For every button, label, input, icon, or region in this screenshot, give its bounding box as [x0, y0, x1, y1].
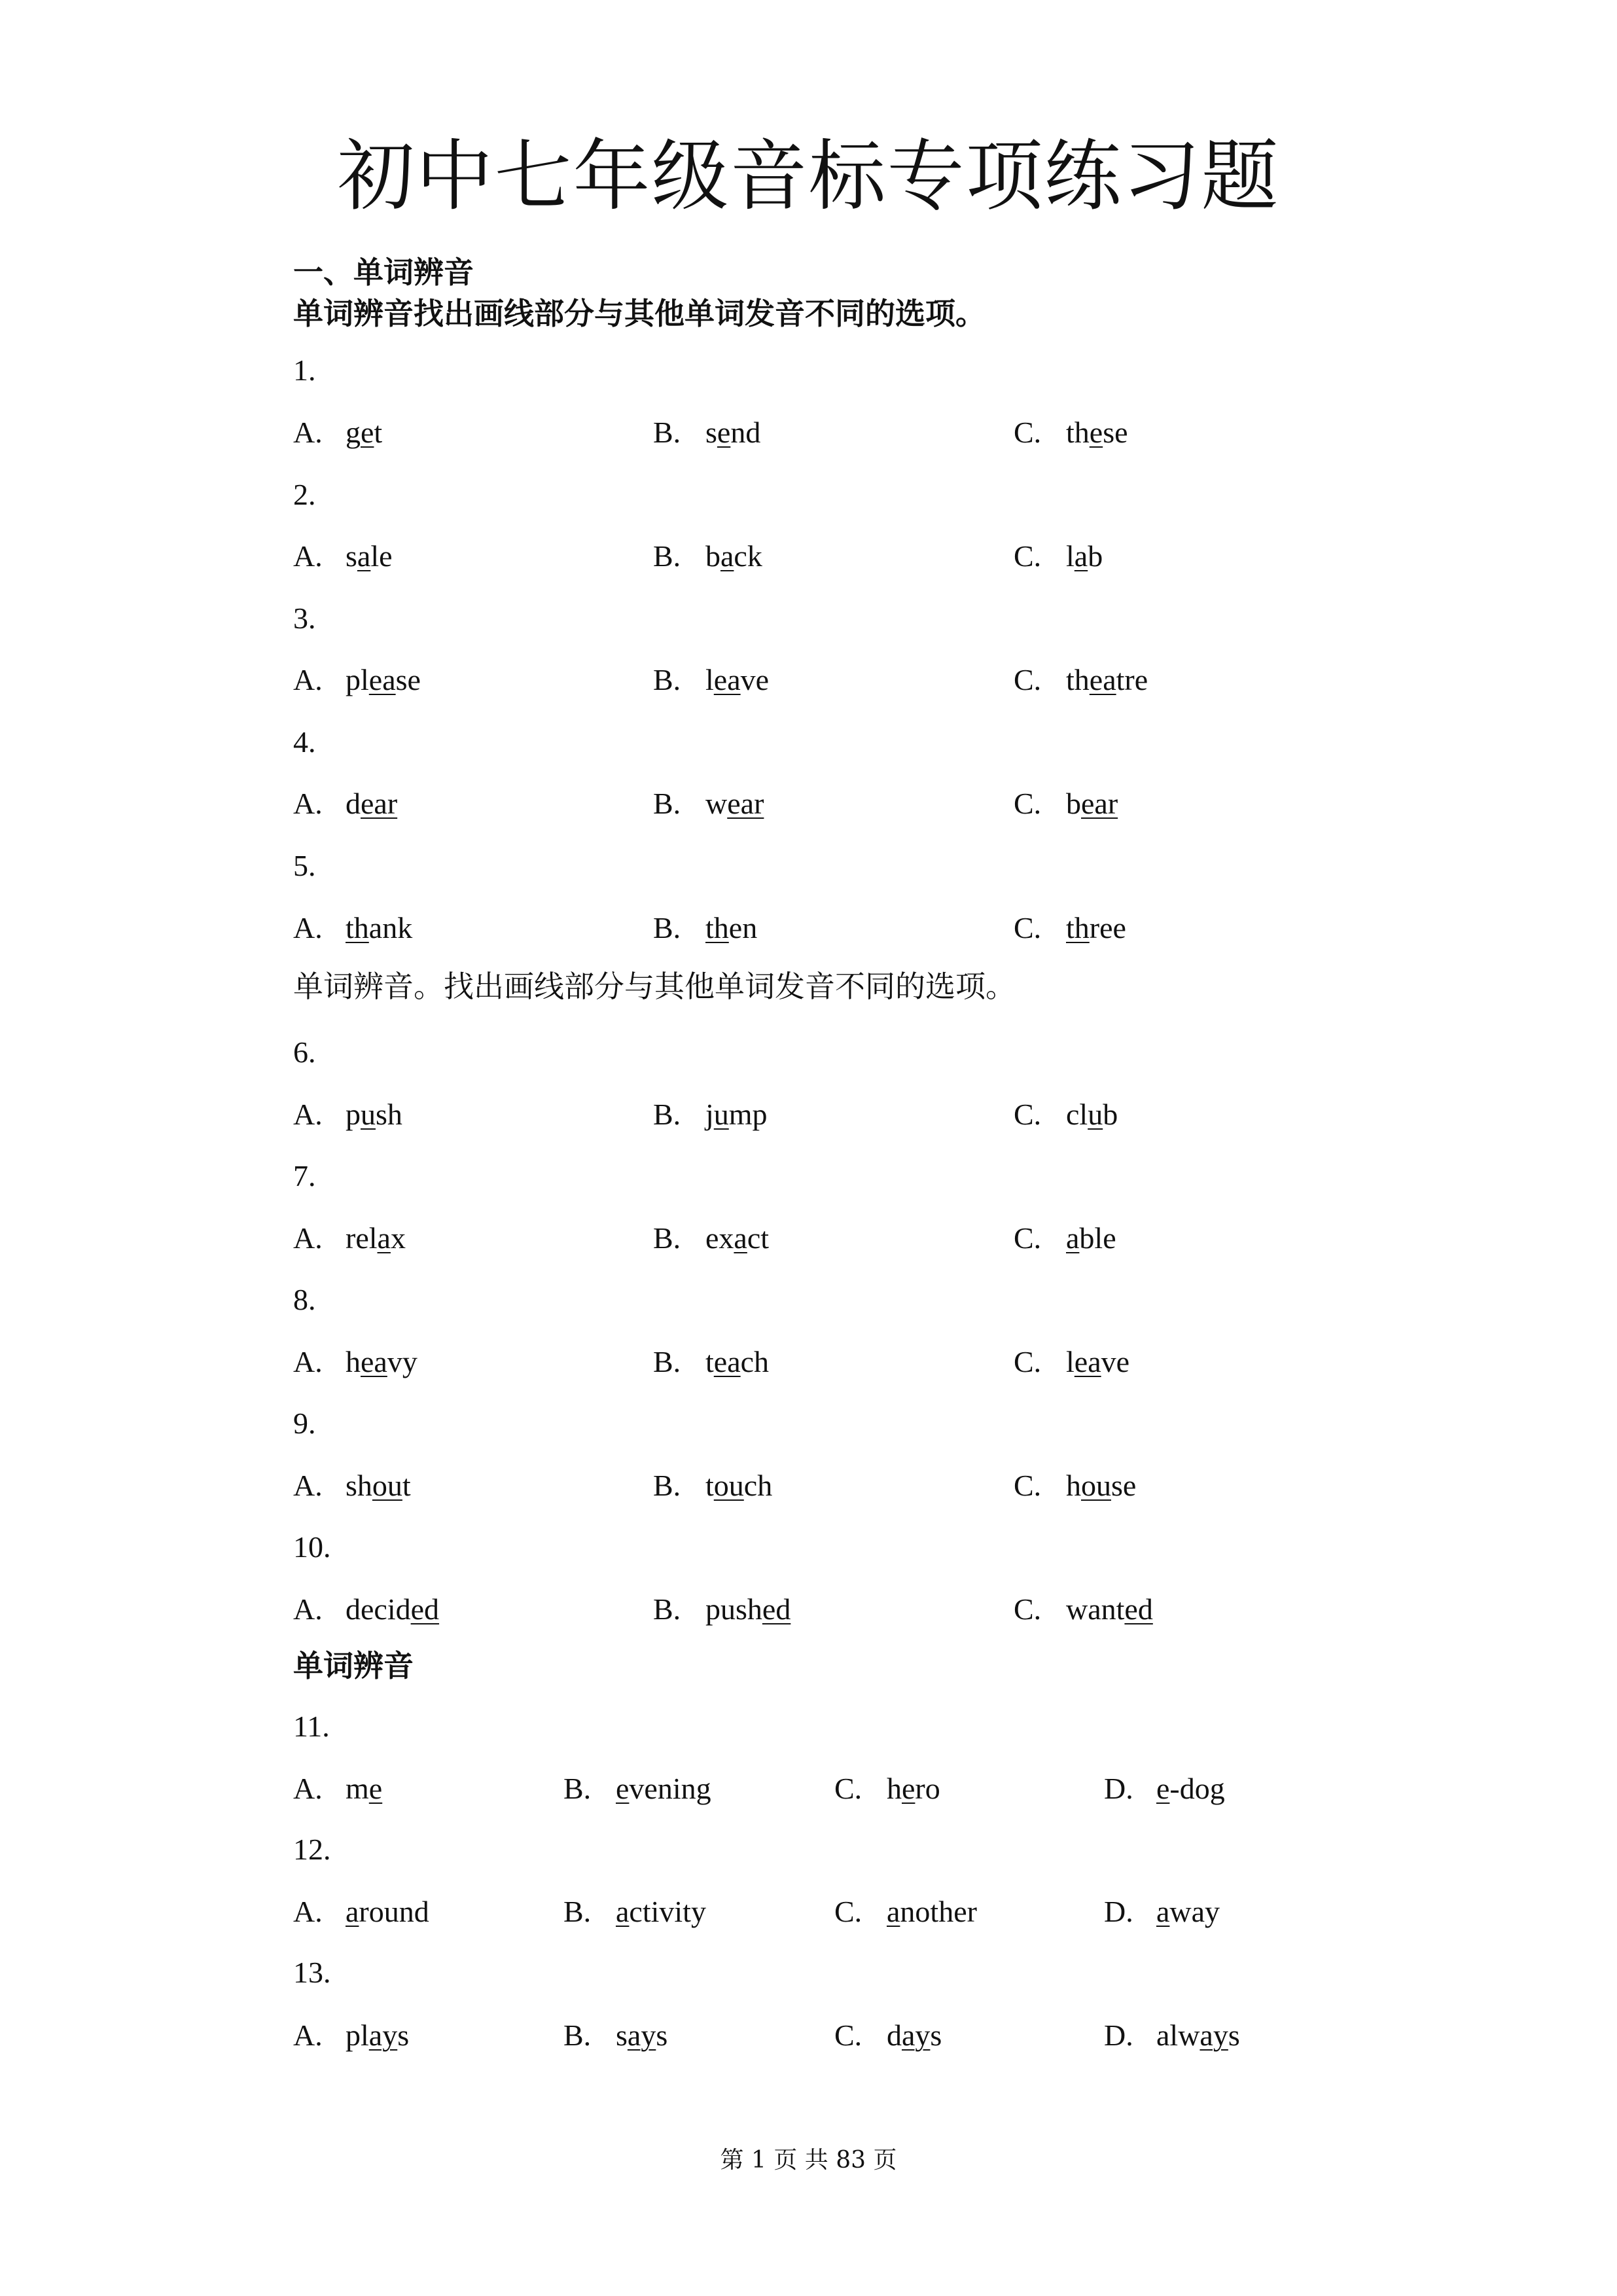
answer-option[interactable] — [653, 1100, 768, 1130]
section-heading: 一、单词辨音 — [293, 255, 474, 290]
option-word — [346, 539, 393, 573]
underlined-part: ay — [627, 2018, 656, 2052]
option-letter: C. — [1014, 787, 1042, 820]
page-footer: 第 1 页 共 83 页 — [720, 2147, 897, 2174]
option-letter: B. — [563, 2018, 592, 2052]
option-letter: B. — [653, 911, 681, 944]
underlined-part: e — [902, 1772, 915, 1805]
question-number: 8. — [293, 1283, 316, 1316]
answer-option[interactable] — [653, 1347, 769, 1377]
answer-option[interactable] — [293, 418, 382, 448]
option-word — [887, 2018, 942, 2052]
page-title: 初中七年级音标专项练习题 — [337, 131, 1280, 221]
underlined-part: ay — [1199, 2018, 1228, 2052]
underlined-part: th — [1066, 911, 1090, 944]
question-number: 13. — [293, 1956, 331, 1989]
word-prefix: s — [346, 539, 357, 573]
word-suffix: mp — [728, 1098, 768, 1131]
option-word — [616, 1772, 711, 1805]
answer-option[interactable] — [1014, 665, 1148, 695]
option-word — [1066, 539, 1103, 573]
answer-option[interactable] — [293, 1223, 406, 1253]
underlined-part: th — [705, 911, 729, 944]
underlined-part: ea — [368, 663, 396, 696]
word-suffix: b — [1088, 539, 1103, 573]
word-prefix: b — [705, 539, 720, 573]
underlined-part: th — [346, 911, 369, 944]
answer-option[interactable] — [1014, 1100, 1118, 1130]
option-letter: C. — [834, 2018, 862, 2052]
option-letter: C. — [1014, 1592, 1042, 1626]
option-word — [1066, 787, 1118, 820]
answer-option[interactable] — [293, 1100, 402, 1130]
word-prefix: s — [705, 416, 717, 449]
word-suffix: ro — [915, 1772, 940, 1805]
underlined-part: ay — [902, 2018, 931, 2052]
word-prefix: th — [1066, 663, 1090, 696]
underlined-part: ea — [713, 1345, 741, 1378]
answer-option[interactable] — [293, 541, 393, 571]
option-letter: C. — [1014, 911, 1042, 944]
word-suffix: ank — [368, 911, 413, 944]
answer-option[interactable] — [653, 665, 769, 695]
option-letter: A. — [293, 911, 323, 944]
word-suffix: s — [1228, 2018, 1240, 2052]
word-prefix: t — [705, 1345, 714, 1378]
option-letter: A. — [293, 787, 323, 820]
option-letter: A. — [293, 539, 323, 573]
word-prefix: want — [1066, 1592, 1125, 1626]
word-prefix: h — [1066, 1469, 1081, 1502]
underlined-part: e — [717, 416, 731, 449]
underlined-part: a — [377, 1221, 391, 1255]
underlined-part: a — [734, 1221, 747, 1255]
word-prefix: j — [705, 1098, 714, 1131]
word-prefix: h — [887, 1772, 902, 1805]
option-word — [1066, 1221, 1116, 1255]
word-suffix: ctivity — [629, 1895, 706, 1928]
underlined-part: ear — [727, 787, 764, 820]
answer-option[interactable] — [293, 2020, 409, 2051]
answer-option[interactable] — [653, 418, 760, 448]
underlined-part: u — [713, 1098, 729, 1131]
word-prefix: push — [705, 1592, 762, 1626]
option-word — [705, 1469, 772, 1502]
word-suffix: le — [370, 539, 393, 573]
word-suffix: tre — [1116, 663, 1148, 696]
option-letter: A. — [293, 2018, 323, 2052]
underlined-part: u — [361, 1098, 376, 1131]
option-letter: C. — [834, 1772, 862, 1805]
answer-option[interactable] — [293, 1471, 411, 1501]
word-prefix: decid — [346, 1592, 411, 1626]
option-letter: A. — [293, 1895, 323, 1928]
answer-option[interactable] — [653, 1223, 769, 1253]
word-suffix: nother — [900, 1895, 977, 1928]
option-word — [346, 787, 397, 820]
option-letter: B. — [653, 539, 681, 573]
option-word — [346, 1469, 411, 1502]
answer-option[interactable] — [1014, 1347, 1129, 1377]
option-word — [705, 663, 769, 696]
answer-option[interactable] — [653, 1471, 772, 1501]
word-suffix: ve — [740, 663, 770, 696]
option-word — [705, 1221, 769, 1255]
word-suffix: way — [1169, 1895, 1220, 1928]
word-suffix: ree — [1089, 911, 1126, 944]
underlined-part: a — [346, 1895, 359, 1928]
underlined-part: ou — [372, 1469, 402, 1502]
answer-option[interactable] — [834, 1897, 977, 1927]
underlined-part: ea — [713, 663, 741, 696]
word-prefix: g — [346, 416, 361, 449]
answer-option[interactable] — [1014, 1223, 1116, 1253]
word-suffix: nd — [730, 416, 761, 449]
answer-option[interactable] — [293, 1774, 382, 1804]
option-letter: A. — [293, 663, 323, 696]
option-word — [1066, 1345, 1129, 1378]
option-word — [346, 911, 412, 944]
underlined-part: ea — [361, 1345, 387, 1378]
word-suffix: round — [359, 1895, 429, 1928]
underlined-part: ea — [1074, 1345, 1101, 1378]
option-letter: A. — [293, 1221, 323, 1255]
option-letter: B. — [653, 1592, 681, 1626]
word-prefix: rel — [346, 1221, 378, 1255]
option-letter: C. — [1014, 1098, 1042, 1131]
word-prefix: sh — [346, 1469, 372, 1502]
answer-option[interactable] — [1014, 418, 1128, 448]
option-letter: C. — [1014, 416, 1042, 449]
underlined-part: ed — [1124, 1592, 1153, 1626]
underlined-part: e — [361, 416, 374, 449]
answer-option[interactable] — [653, 541, 762, 571]
question-number: 2. — [293, 478, 316, 511]
word-suffix: sh — [376, 1098, 402, 1131]
word-prefix: t — [705, 1469, 714, 1502]
word-prefix: w — [705, 787, 728, 820]
answer-option[interactable] — [293, 913, 412, 943]
underlined-part: ou — [713, 1469, 744, 1502]
underlined-part: a — [1066, 1221, 1080, 1255]
word-suffix: se — [395, 663, 421, 696]
word-prefix: th — [1066, 416, 1090, 449]
option-letter: A. — [293, 1469, 323, 1502]
option-word — [1156, 1772, 1225, 1805]
word-suffix: en — [728, 911, 758, 944]
word-prefix: b — [1066, 787, 1081, 820]
question-number: 5. — [293, 849, 316, 882]
word-suffix: b — [1103, 1098, 1118, 1131]
answer-option[interactable] — [1104, 1897, 1220, 1927]
word-prefix: pl — [346, 2018, 369, 2052]
answer-option[interactable] — [1014, 913, 1126, 943]
option-letter: C. — [1014, 539, 1042, 573]
underlined-part: ou — [1081, 1469, 1111, 1502]
word-suffix: t — [402, 1469, 411, 1502]
option-letter: B. — [563, 1895, 592, 1928]
option-word — [705, 539, 762, 573]
answer-option[interactable] — [563, 1774, 711, 1804]
question-number: 4. — [293, 725, 316, 759]
option-word — [346, 663, 421, 696]
word-prefix: l — [1066, 1345, 1075, 1378]
underlined-part: ear — [361, 787, 398, 820]
word-suffix: ble — [1079, 1221, 1116, 1255]
answer-option[interactable] — [653, 789, 764, 819]
option-letter: D. — [1104, 1772, 1133, 1805]
word-suffix: s — [397, 2018, 410, 2052]
option-letter: B. — [653, 1221, 681, 1255]
option-word — [705, 416, 760, 449]
word-prefix: cl — [1066, 1098, 1088, 1131]
word-prefix: s — [616, 2018, 628, 2052]
answer-option[interactable] — [1014, 541, 1103, 571]
option-word — [1066, 1469, 1136, 1502]
option-word — [346, 1895, 429, 1928]
option-word — [1066, 1592, 1153, 1626]
option-letter: B. — [653, 1098, 681, 1131]
underlined-part: a — [720, 539, 734, 573]
question-number: 1. — [293, 353, 316, 387]
option-word — [1066, 911, 1126, 944]
option-letter: A. — [293, 1592, 323, 1626]
question-number: 7. — [293, 1159, 316, 1193]
word-prefix: d — [346, 787, 361, 820]
instruction-2: 单词辨音。找出画线部分与其他单词发音不同的选项。 — [293, 969, 1016, 1004]
word-suffix: ct — [747, 1221, 770, 1255]
option-letter: B. — [653, 1469, 681, 1502]
option-letter: D. — [1104, 2018, 1133, 2052]
option-word — [705, 911, 757, 944]
option-letter: C. — [1014, 1469, 1042, 1502]
option-word — [346, 416, 382, 449]
option-word — [616, 2018, 667, 2052]
underlined-part: a — [1074, 539, 1088, 573]
answer-option[interactable] — [1104, 2020, 1240, 2051]
word-prefix: m — [346, 1772, 369, 1805]
answer-option[interactable] — [834, 1774, 940, 1804]
option-word — [705, 787, 764, 820]
option-word — [887, 1895, 977, 1928]
underlined-part: a — [616, 1895, 630, 1928]
word-prefix: pl — [346, 663, 369, 696]
option-word — [616, 1895, 706, 1928]
word-suffix: x — [390, 1221, 406, 1255]
underlined-part: e — [616, 1772, 630, 1805]
word-prefix: l — [1066, 539, 1075, 573]
word-suffix: vy — [387, 1345, 418, 1378]
option-word — [1066, 416, 1128, 449]
option-word — [705, 1098, 768, 1131]
word-prefix: p — [346, 1098, 361, 1131]
answer-option[interactable] — [653, 913, 757, 943]
answer-option[interactable] — [293, 789, 397, 819]
word-suffix: s — [930, 2018, 942, 2052]
answer-option[interactable] — [293, 1897, 429, 1927]
word-prefix: l — [705, 663, 714, 696]
underlined-part: ay — [368, 2018, 398, 2052]
word-suffix: ck — [734, 539, 762, 573]
word-suffix: se — [1111, 1469, 1137, 1502]
option-letter: D. — [1104, 1895, 1133, 1928]
answer-option[interactable] — [1014, 1471, 1136, 1501]
underlined-part: ed — [762, 1592, 791, 1626]
word-suffix: se — [1103, 416, 1128, 449]
option-letter: A. — [293, 1098, 323, 1131]
word-prefix: alw — [1156, 2018, 1200, 2052]
answer-option[interactable] — [563, 1897, 706, 1927]
option-word — [346, 1221, 406, 1255]
option-letter: C. — [834, 1895, 862, 1928]
question-number: 10. — [293, 1530, 331, 1564]
word-prefix: h — [346, 1345, 361, 1378]
option-word — [887, 1772, 940, 1805]
answer-option[interactable] — [293, 665, 421, 695]
question-number: 12. — [293, 1833, 331, 1866]
underlined-part: e — [1156, 1772, 1170, 1805]
option-letter: B. — [653, 1345, 681, 1378]
option-letter: A. — [293, 1772, 323, 1805]
underlined-part: e — [368, 1772, 383, 1805]
word-prefix: d — [887, 2018, 902, 2052]
question-number: 11. — [293, 1710, 330, 1743]
option-letter: B. — [653, 663, 681, 696]
option-word — [346, 1772, 382, 1805]
answer-option[interactable] — [834, 2020, 942, 2051]
option-word — [346, 1345, 418, 1378]
option-word — [1066, 1098, 1118, 1131]
answer-option[interactable] — [1014, 1594, 1153, 1624]
section-instruction: 单词辨音找出画线部分与其他单词发音不同的选项。 — [293, 296, 986, 331]
option-letter: C. — [1014, 1345, 1042, 1378]
question-number: 6. — [293, 1035, 316, 1069]
answer-option[interactable] — [1104, 1774, 1225, 1804]
section-heading-3: 单词辨音 — [293, 1648, 414, 1683]
word-suffix: ch — [743, 1469, 773, 1502]
option-letter: C. — [1014, 663, 1042, 696]
question-number: 3. — [293, 601, 316, 635]
option-word — [1066, 663, 1148, 696]
underlined-part: a — [1156, 1895, 1170, 1928]
option-letter: A. — [293, 416, 323, 449]
word-suffix: -dog — [1169, 1772, 1225, 1805]
underlined-part: ea — [1089, 663, 1116, 696]
word-suffix: vening — [629, 1772, 711, 1805]
option-letter: B. — [563, 1772, 592, 1805]
option-word — [1156, 2018, 1240, 2052]
word-suffix: ch — [740, 1345, 770, 1378]
underlined-part: ed — [410, 1592, 440, 1626]
underlined-part: ear — [1081, 787, 1118, 820]
word-suffix: s — [656, 2018, 668, 2052]
option-word — [346, 1098, 402, 1131]
underlined-part: u — [1088, 1098, 1103, 1131]
option-word — [705, 1592, 791, 1626]
underlined-part: a — [887, 1895, 900, 1928]
word-suffix: t — [374, 416, 383, 449]
option-letter: A. — [293, 1345, 323, 1378]
option-letter: B. — [653, 416, 681, 449]
answer-option[interactable] — [293, 1347, 418, 1377]
word-suffix: ve — [1101, 1345, 1130, 1378]
answer-option[interactable] — [293, 1594, 439, 1624]
question-number: 9. — [293, 1407, 316, 1440]
underlined-part: e — [1089, 416, 1103, 449]
answer-option[interactable] — [1014, 789, 1118, 819]
option-letter: C. — [1014, 1221, 1042, 1255]
option-word — [705, 1345, 769, 1378]
option-letter: B. — [653, 787, 681, 820]
option-word — [346, 2018, 409, 2052]
underlined-part: a — [357, 539, 371, 573]
option-word — [1156, 1895, 1220, 1928]
answer-option[interactable] — [653, 1594, 791, 1624]
answer-option[interactable] — [563, 2020, 667, 2051]
word-prefix: ex — [705, 1221, 734, 1255]
option-word — [346, 1592, 439, 1626]
